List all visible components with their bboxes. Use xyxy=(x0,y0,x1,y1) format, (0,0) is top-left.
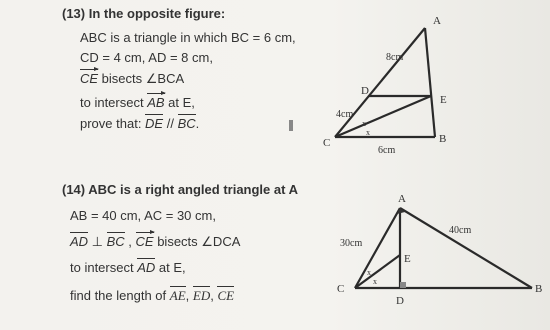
bisects-text-14: bisects ∠DCA xyxy=(153,234,241,249)
intersect-point-text: at E, xyxy=(164,95,195,110)
label-c: C xyxy=(323,137,331,149)
problem-13-line-1: ABC is a triangle in which BC = 6 cm, xyxy=(80,30,296,45)
label-c-14: C xyxy=(337,283,345,295)
right-angle-mark xyxy=(400,282,406,288)
prove-text: prove that: xyxy=(80,116,146,131)
perpendicular-symbol: ⊥ xyxy=(88,234,107,249)
comma: , xyxy=(124,234,136,249)
label-b: B xyxy=(439,133,447,145)
segment-ad-2: AD xyxy=(137,260,156,275)
intersect-point-text-14: at E, xyxy=(155,260,186,275)
side-ab-14 xyxy=(400,208,532,288)
intersect-text-14: to intersect xyxy=(70,260,138,275)
period: . xyxy=(195,116,200,131)
angle-mark-2: x xyxy=(366,128,370,137)
segment-ce: CE xyxy=(217,288,235,303)
length-ad: 8cm xyxy=(386,52,404,63)
label-d-14: D xyxy=(396,295,404,307)
angle-mark-1: x xyxy=(362,119,366,128)
label-a-14: A xyxy=(398,193,406,205)
label-a: A xyxy=(433,15,441,27)
problem-14-line-1: AB = 40 cm, AC = 30 cm, xyxy=(70,208,216,223)
angle-mark-14-1: x xyxy=(367,268,371,277)
find-text: find the length of xyxy=(70,288,170,303)
ray-ab: AB xyxy=(147,95,165,110)
length-bc: 6cm xyxy=(378,145,396,156)
parallel-symbol: // xyxy=(163,116,178,131)
segment-bc-14: BC xyxy=(106,234,125,249)
label-b-14: B xyxy=(535,283,543,295)
intersect-text: to intersect xyxy=(80,95,148,110)
bisects-text: bisects ∠BCA xyxy=(98,71,185,86)
separator: , xyxy=(210,288,218,303)
bisector-ce-14 xyxy=(355,255,400,288)
ray-ce: CE xyxy=(80,71,99,86)
label-e-14: E xyxy=(404,253,411,265)
problem-13-heading: (13) In the opposite figure: xyxy=(62,6,226,21)
length-ab-14: 40cm xyxy=(449,225,472,236)
segment-ed: ED xyxy=(192,288,211,303)
segment-ad: AD xyxy=(70,234,89,249)
separator: , xyxy=(185,288,193,303)
problem-13-line-2: CD = 4 cm, AD = 8 cm, xyxy=(80,50,213,65)
segment-bc: BC xyxy=(177,116,196,131)
label-d: D xyxy=(361,85,369,97)
problem-14-heading: (14) ABC is a right angled triangle at A xyxy=(62,182,298,197)
label-e: E xyxy=(440,94,447,106)
angle-mark-14-2: x xyxy=(373,277,377,286)
length-cd: 4cm xyxy=(336,109,354,120)
segment-ae: AE xyxy=(169,288,186,303)
segment-de: DE xyxy=(145,116,164,131)
ray-ce-14: CE xyxy=(135,234,154,249)
length-ac-14: 30cm xyxy=(340,238,363,249)
